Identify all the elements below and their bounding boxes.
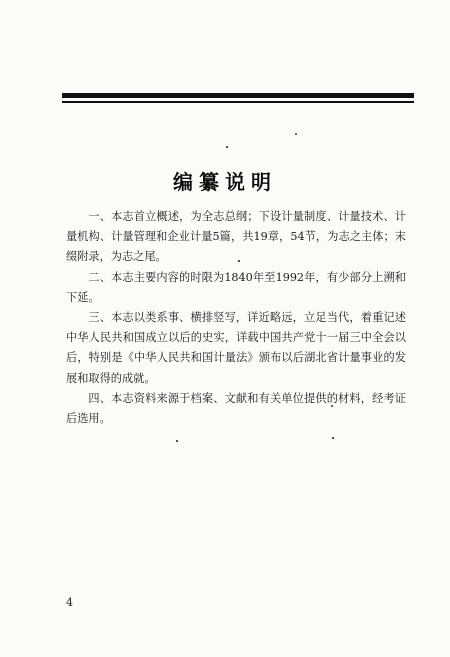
scan-speck [331, 405, 333, 407]
scan-speck [176, 440, 178, 442]
page-number: 4 [66, 596, 73, 609]
header-rule-thin [62, 101, 414, 103]
scan-speck [332, 437, 334, 439]
body-text [66, 207, 406, 429]
scan-speck [238, 260, 240, 262]
paragraph-3: 三、本志以类系事、横排竖写，详近略远，立足当代，着重记述中华人民共和国成立以后的史实，详载中国共产党十一届三中全会以后，特别是《中华人民共和国计量法》颁布以后湖北省计量事业的发展和取得的成就。 [66, 311, 406, 385]
header-rule-thick [62, 93, 414, 98]
page-title: 编纂说明 [173, 170, 277, 194]
paragraph-2: 二、本志主要内容的时限为1840年至1992年，有少部分上溯和下延。 [66, 270, 406, 304]
scan-speck [295, 133, 297, 135]
scan-speck [226, 146, 228, 148]
paragraph-4: 四、本志资料来源于档案、文献和有关单位提供的材料，经考证后选用。 [66, 391, 406, 426]
paragraph-1: 一、本志首立概述，为全志总纲；下设计量制度、计量技术、计量机构、计量管理和企业计量5篇，共19章，54节，为志之主体；末缀附录，为志之尾。 [66, 210, 406, 264]
